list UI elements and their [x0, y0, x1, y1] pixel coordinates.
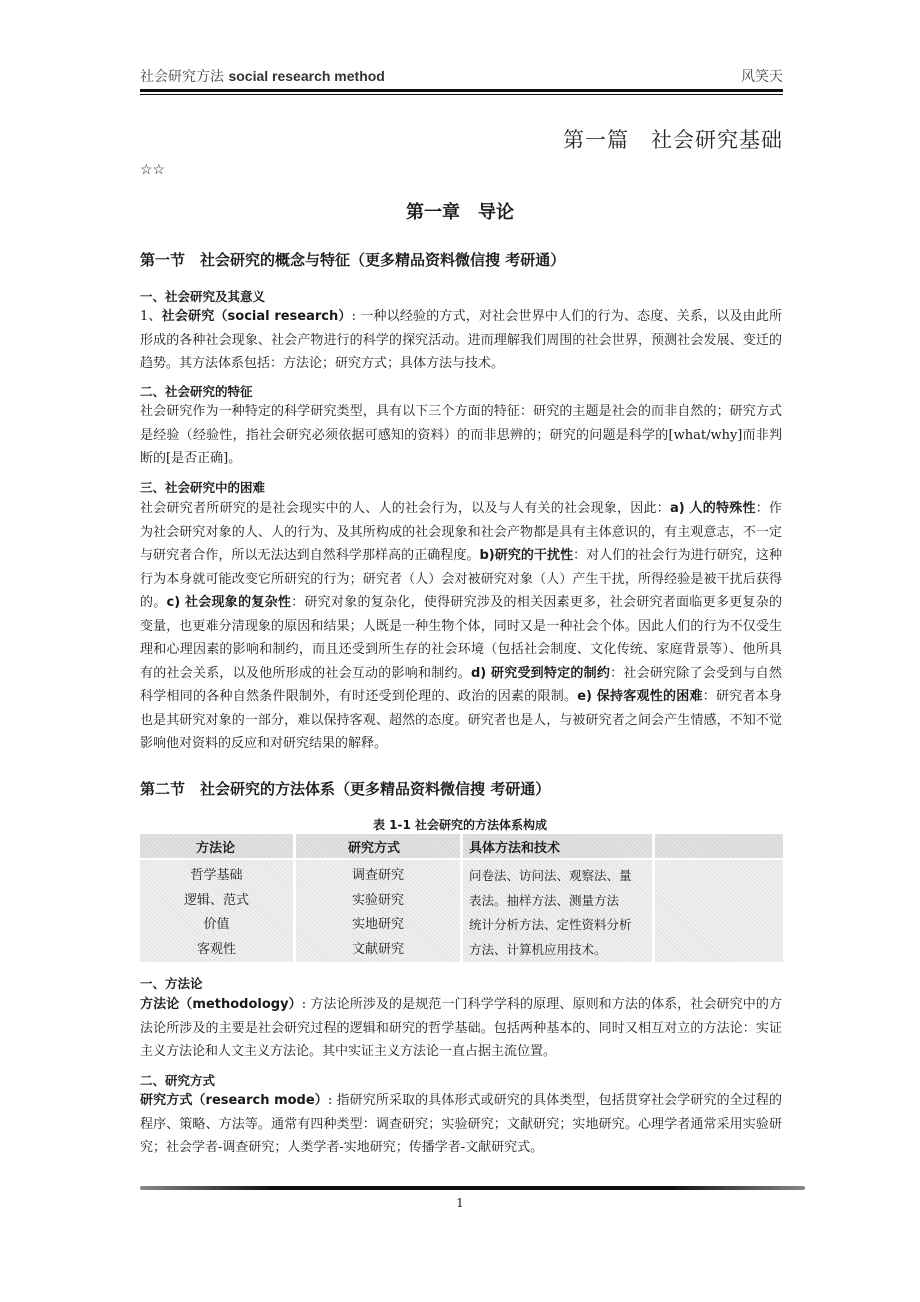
term-methodology: 方法论（methodology）: [140, 997, 302, 1012]
section-1-sub-3-heading: 三、社会研究中的困难: [140, 480, 266, 495]
page-header: [140, 62, 783, 90]
table-cell: 问卷法、访问法、观察法、量: [469, 868, 632, 883]
chapter-title: 第一章 导论: [406, 202, 514, 223]
table-col-techniques: [469, 864, 659, 962]
table-header-cell: [296, 834, 460, 858]
table-col-mode: [296, 864, 460, 962]
term-social-research: 社会研究（social research）: [161, 309, 352, 324]
table-body-cell: [655, 860, 783, 962]
para-text: 社会研究者所研究的是社会现实中的人、人的社会行为，以及与人有关的社会现象，因此：: [140, 501, 670, 516]
table-header-label: 方法论: [196, 841, 236, 856]
para-text: ：社会研究除了会受到与自然科学相同的各种自然条件限制外，有时还受到伦理的、政治的因素的限制。: [140, 665, 782, 704]
section-2-sub-2-paragraph: [140, 1089, 782, 1160]
term-research-mode: 研究方式（research mode）: [140, 1093, 328, 1108]
section-2-title: 第二节 社会研究的方法体系（更多精品资料微信搜 考研通）: [140, 780, 551, 798]
footer-rule: [140, 1186, 805, 1190]
section-1-sub-2-heading: 二、社会研究的特征: [140, 384, 253, 399]
para-text: ：对人们的社会行为进行研究，这种行为本身就可能改变它所研究的行为；研究者（人）会对被研究对象（人）产生干扰，所得经验是被干扰后获得的。: [140, 548, 782, 610]
header-rule-thick: [140, 89, 783, 92]
para-prefix: 1、: [140, 309, 162, 324]
term-b: b)研究的干扰性: [479, 548, 574, 563]
para-text: ：研究者本身也是其研究对象的一部分，难以保持客观、超然的态度。研究者也是人，与被研究者之间会产生情感，不知不觉影响他对资料的反应和对研究结果的解释。: [140, 689, 782, 751]
para-text: : 指研究所采取的具体形式或研究的具体类型，包括贯穿社会学研究的全过程的程序、策略、方法等。通常有四种类型：调查研究；实验研究；文献研究；实地研究。心理学者通常采用实验研究；社会学者-调查研究；人类学者-实地研究；传播学者-文献研究式。: [140, 1093, 782, 1155]
stars-mark: ☆☆: [140, 162, 166, 178]
table-cell: 逻辑、范式: [183, 892, 249, 908]
term-e: e) 保持客观性的困难: [577, 689, 703, 704]
method-table: [140, 834, 783, 962]
part-title: 第一篇 社会研究基础: [563, 128, 783, 152]
section-1-sub-2-paragraph: 社会研究作为一种特定的科学研究类型，具有以下三个方面的特征：研究的主题是社会的而非自然的；研究方式是经验（经验性，指社会研究必须依据可感知的资料）的而非思辨的；研究的问题是科学的[what/why]而非判断的[是否正确]。: [140, 404, 782, 466]
section-1-sub-1-paragraph: [140, 305, 782, 376]
para-text: ：作为社会研究对象的人、人的行为、及其所构成的社会现象和社会产物都是具有主体意识的，有主观意志，不一定与研究者合作，所以无法达到自然科学那样高的正确程度。: [140, 501, 782, 563]
header-title-en: social research method: [228, 68, 385, 84]
section-1-title: 第一节 社会研究的概念与特征（更多精品资料微信搜 考研通）: [140, 251, 566, 269]
table-cell: 方法、计算机应用技术。: [469, 941, 607, 957]
para-text: : 方法论所涉及的是规范一门科学学科的原理、原则和方法的体系，社会研究中的方法论所涉及的主要是社会研究过程的逻辑和研究的哲学基础。包括两种基本的、同时又相互对立的方法论：实证主义方法论和人文主义方法论。其中实证主义方法论一直占据主流位置。: [140, 997, 783, 1059]
table-caption: 表 1-1 社会研究的方法体系构成: [372, 818, 548, 832]
header-title: [140, 66, 385, 86]
table-header-label: 具体方法和技术: [469, 841, 561, 856]
table-header-cell: [463, 834, 652, 858]
table-cell: 哲学基础: [190, 868, 243, 883]
table-cell: 调查研究: [351, 868, 404, 883]
table-header-cell: [140, 834, 293, 858]
section-2-sub-2-heading: 二、研究方式: [140, 1073, 216, 1088]
header-rule-thin: [140, 94, 783, 95]
section-2-sub-1-heading: 一、方法论: [140, 976, 203, 991]
section-2-sub-1-paragraph: [140, 993, 782, 1064]
header-author: 风笑天: [741, 69, 783, 85]
term-c: c) 社会现象的复杂性: [166, 595, 292, 610]
para-text: ：研究对象的复杂化，使得研究涉及的相关因素更多，社会研究者面临更多更复杂的变量，也更难分清现象的原因和结果；人既是一种生物个体，同时又是一种社会个体。因此人们的行为不仅受生理和心理因素的影响和制约，而且还受到所生存的社会环境（包括社会制度、文化传统、家庭背景等）、他所具有的社会关系，以及他所形成的社会互动的影响和制约。: [140, 595, 782, 681]
term-d: d) 研究受到特定的制约: [470, 665, 611, 681]
section-1-sub-1-heading: 一、社会研究及其意义: [140, 289, 266, 304]
table-cell: 表法。抽样方法、测量方法: [469, 892, 620, 908]
table-header-cell: [655, 834, 783, 858]
table-cell: 文献研究: [351, 941, 404, 957]
table-cell: 统计分析方法、定性资料分析: [469, 917, 632, 932]
table-cell: 实验研究: [351, 892, 404, 908]
table-cell: 客观性: [196, 941, 236, 957]
table-cell: 价值: [203, 917, 230, 932]
table-cell: 实地研究: [351, 917, 404, 932]
table-col-methodology: [140, 864, 293, 962]
section-1-sub-3-paragraph: [140, 497, 782, 756]
page-number: 1: [456, 1196, 464, 1210]
header-title-cn: 社会研究方法: [140, 69, 224, 85]
para-text: : 一种以经验的方式，对社会世界中人们的行为、态度、关系，以及由此所形成的各种社会现象、社会产物进行的科学的探究活动。进而理解我们周围的社会世界，预测社会发展、变迁的趋势。其方法体系包括：方法论；研究方式；具体方法与技术。: [140, 309, 782, 371]
term-a: a) 人的特殊性: [669, 501, 756, 516]
table-header-label: 研究方式: [348, 841, 401, 856]
